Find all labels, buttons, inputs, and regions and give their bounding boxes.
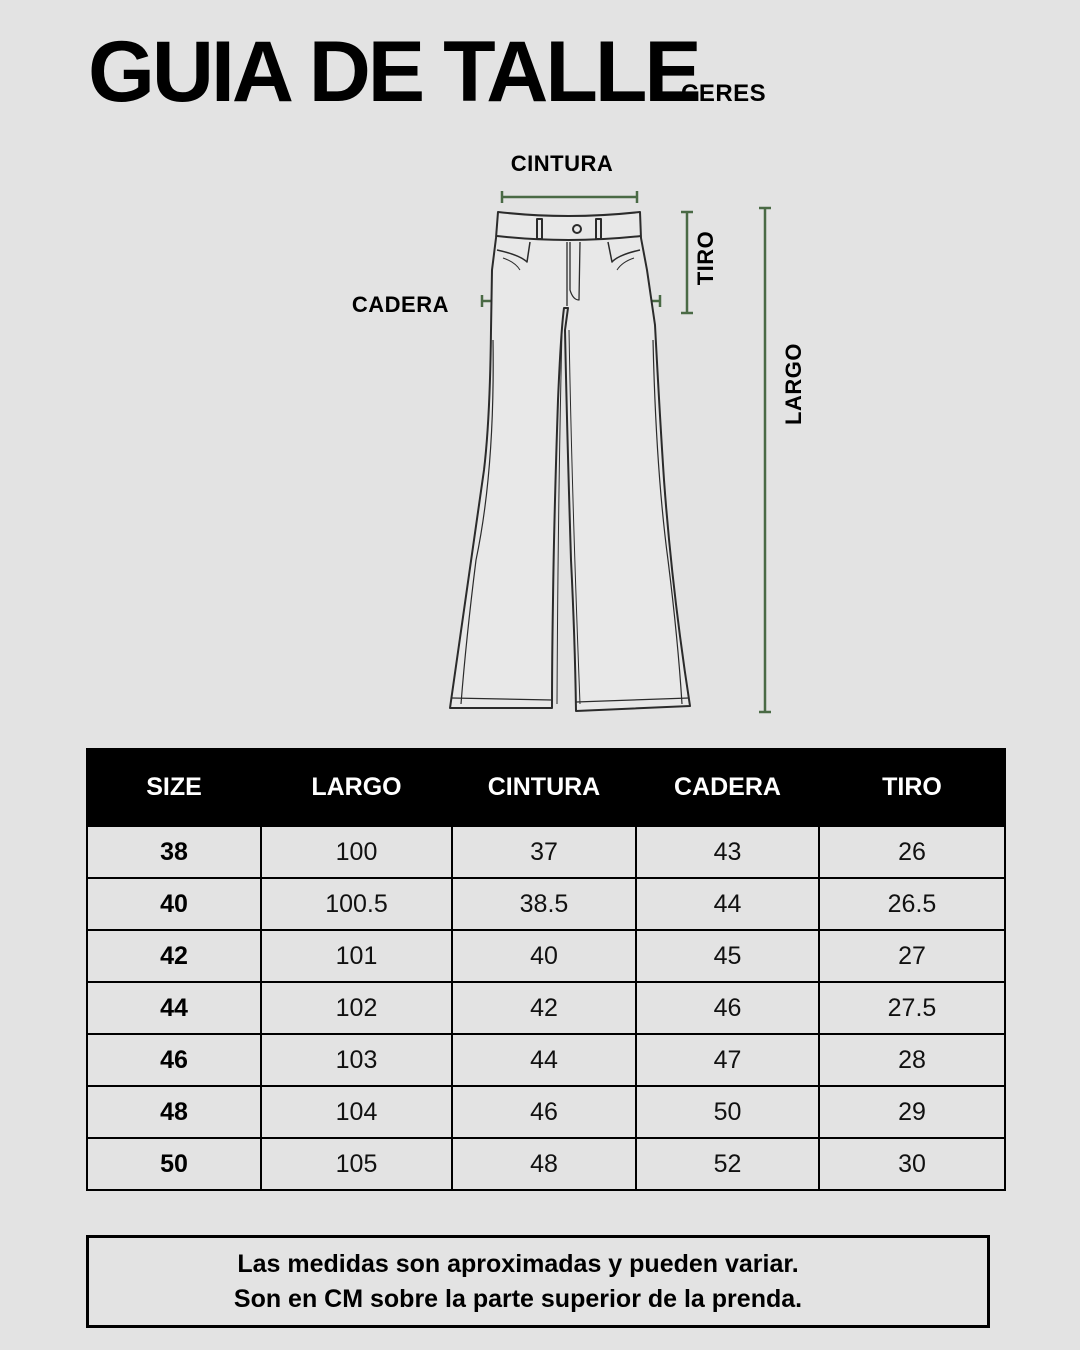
note-line-2: Son en CM sobre la parte superior de la prenda. — [233, 1284, 803, 1313]
largo-cell: 100.5 — [261, 878, 452, 930]
cintura-cell: 38.5 — [452, 878, 636, 930]
disclaimer-note — [86, 1235, 990, 1328]
tiro-cell: 27 — [819, 930, 1005, 982]
largo-cell: 100 — [261, 826, 452, 878]
cintura-cell: 37 — [452, 826, 636, 878]
note-line-1: Las medidas son aproximadas y pueden variar. — [237, 1249, 799, 1278]
table-row — [87, 1086, 1005, 1138]
cadera-cell: 43 — [636, 826, 819, 878]
size-cell: 40 — [87, 878, 261, 930]
size-cell: 46 — [87, 1034, 261, 1086]
cadera-cell: 44 — [636, 878, 819, 930]
cadera-label: CADERA — [351, 292, 449, 317]
cadera-cell: 50 — [636, 1086, 819, 1138]
table-row — [87, 1034, 1005, 1086]
page-title: GUIA DE TALLE — [88, 24, 699, 120]
tiro-label: TIRO — [693, 230, 718, 286]
tiro-cell: 26.5 — [819, 878, 1005, 930]
cintura-cell: 42 — [452, 982, 636, 1034]
largo-cell: 101 — [261, 930, 452, 982]
table-row — [87, 982, 1005, 1034]
header-cadera: CADERA — [636, 749, 819, 826]
tiro-measure-line — [681, 212, 693, 313]
header-tiro: TIRO — [819, 749, 1005, 826]
table-row — [87, 1138, 1005, 1190]
largo-label: LARGO — [781, 343, 806, 425]
tiro-cell: 27.5 — [819, 982, 1005, 1034]
size-cell: 50 — [87, 1138, 261, 1190]
largo-cell: 102 — [261, 982, 452, 1034]
header-size: SIZE — [87, 749, 261, 826]
size-cell: 44 — [87, 982, 261, 1034]
flare-jeans-icon — [450, 212, 690, 711]
cadera-cell: 47 — [636, 1034, 819, 1086]
table-header-row — [87, 749, 1005, 826]
table-row — [87, 826, 1005, 878]
largo-cell: 104 — [261, 1086, 452, 1138]
cintura-cell: 48 — [452, 1138, 636, 1190]
cintura-cell: 44 — [452, 1034, 636, 1086]
cadera-cell: 46 — [636, 982, 819, 1034]
header-largo: LARGO — [261, 749, 452, 826]
cintura-label: CINTURA — [510, 151, 614, 176]
size-table — [86, 748, 1006, 1191]
tiro-cell: 30 — [819, 1138, 1005, 1190]
size-cell: 42 — [87, 930, 261, 982]
table-row — [87, 878, 1005, 930]
cadera-cell: 45 — [636, 930, 819, 982]
header-cintura: CINTURA — [452, 749, 636, 826]
product-name: CERES — [681, 80, 767, 107]
tiro-cell: 29 — [819, 1086, 1005, 1138]
size-cell: 38 — [87, 826, 261, 878]
tiro-cell: 28 — [819, 1034, 1005, 1086]
cadera-cell: 52 — [636, 1138, 819, 1190]
largo-cell: 105 — [261, 1138, 452, 1190]
cintura-measure-line — [502, 191, 637, 203]
tiro-cell: 26 — [819, 826, 1005, 878]
largo-measure-line — [759, 208, 771, 712]
cintura-cell: 46 — [452, 1086, 636, 1138]
table-row — [87, 930, 1005, 982]
largo-cell: 103 — [261, 1034, 452, 1086]
size-cell: 48 — [87, 1086, 261, 1138]
cintura-cell: 40 — [452, 930, 636, 982]
